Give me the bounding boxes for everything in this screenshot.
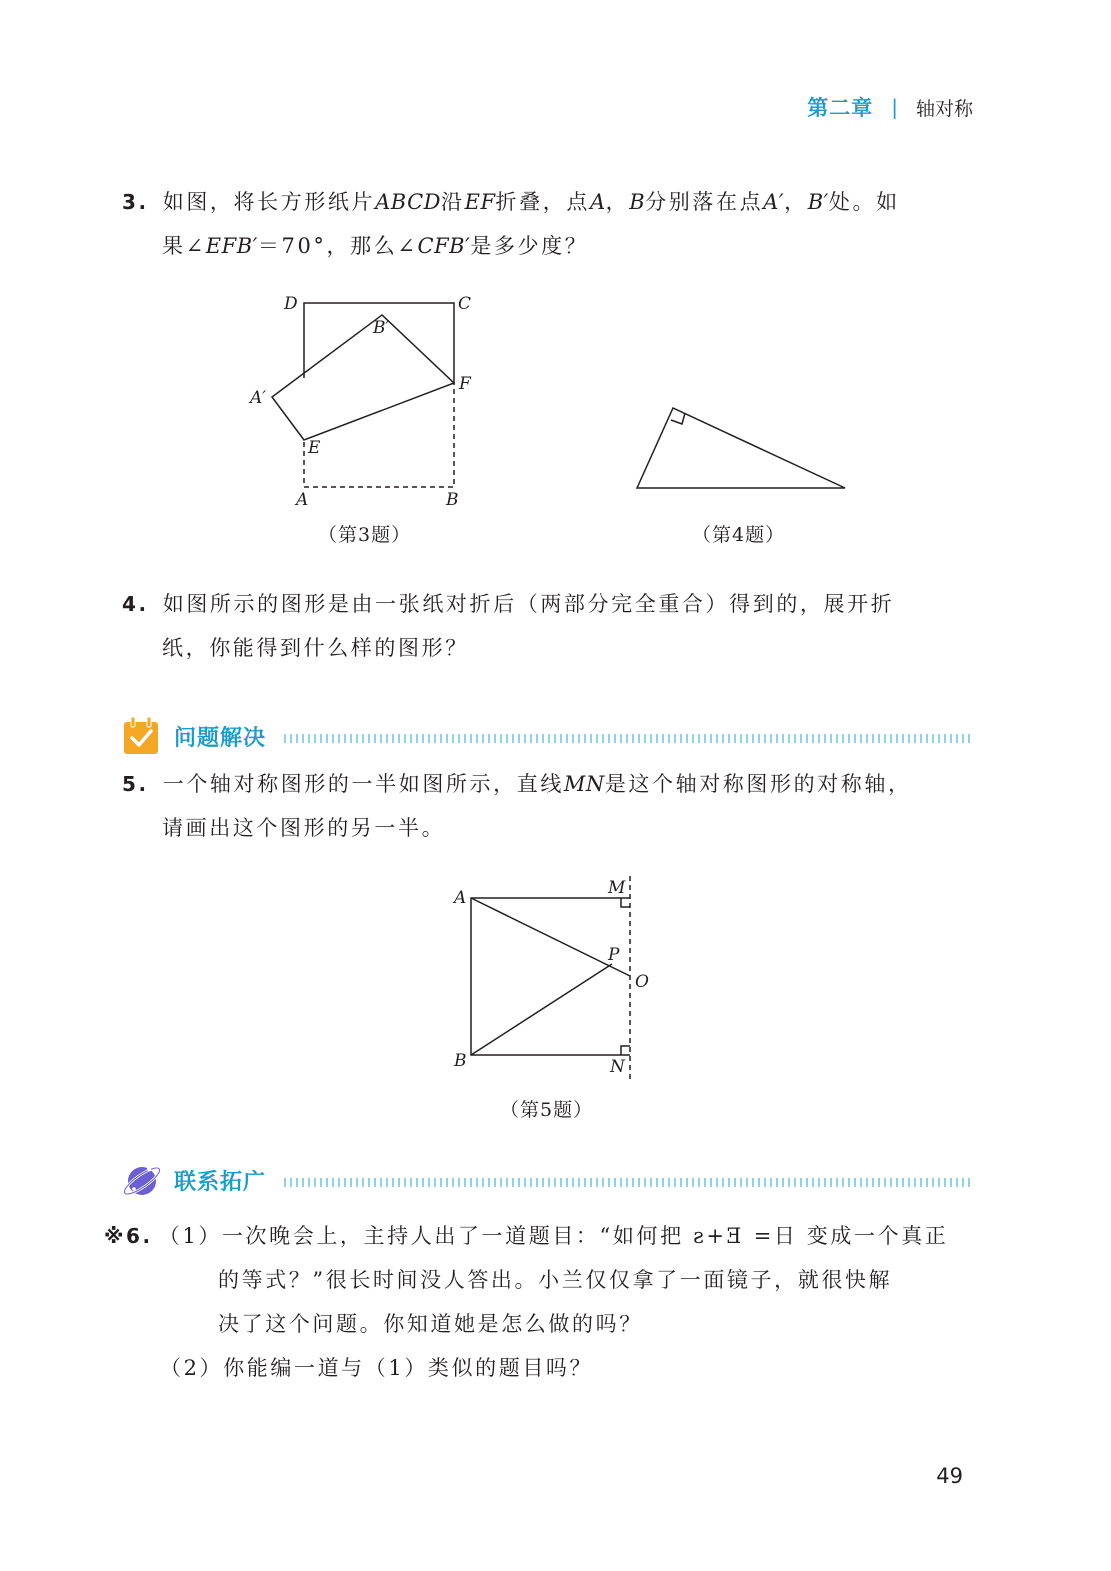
shape-outline: [471, 898, 630, 1055]
label-M: M: [608, 878, 626, 898]
header-separator: |: [891, 95, 898, 119]
page-number: 49: [936, 1464, 963, 1488]
question-number: 5.: [122, 772, 149, 796]
figure-4-caption: （第4题）: [692, 524, 786, 546]
section-title: 问题解决: [174, 725, 267, 751]
question-6: ※6. （1）一次晚会上，主持人出了一道题目：“如何把 ꙅ+Ǝ =日 变成一个真正 的等式？”很长时间没人答出。小兰仅仅拿了一面镜子，就很快解 决了这个问题。你知道她是怎么做的吗？ （2）你能编一道与（1）类似的题目吗？: [104, 1224, 949, 1380]
section-header-problem-solving: [122, 716, 974, 756]
fold-dashed-original: [304, 383, 454, 487]
right-angle-M: [621, 898, 630, 907]
label-D: D: [284, 294, 298, 314]
section-title: 联系拓广: [174, 1169, 267, 1195]
chapter-number: 第二章: [807, 96, 874, 120]
question-3-line-2: 果∠EFB′＝70°，那么∠CFB′是多少度？: [162, 234, 589, 258]
question-3-line-1: 3. 如图，将长方形纸片ABCD沿EF折叠，点A，B分别落在点A′，B′处。如: [122, 190, 900, 214]
right-angle-N: [621, 1046, 630, 1055]
planet-icon: [122, 1160, 162, 1200]
label-E: E: [308, 438, 321, 458]
segment-BP: [471, 964, 612, 1055]
figure-5-caption: （第5题）: [500, 1099, 594, 1121]
chapter-title: 轴对称: [915, 97, 973, 120]
rectangle-top: [304, 303, 454, 383]
question-number: 3.: [122, 190, 149, 214]
label-A-prime: A′: [250, 388, 267, 408]
label-O: O: [635, 972, 649, 992]
question-3: [122, 180, 982, 268]
dotted-rule: [284, 734, 974, 743]
folded-flap: [272, 315, 454, 440]
question-number: 4.: [122, 592, 149, 616]
label-A: A: [296, 490, 309, 510]
label-N: N: [610, 1057, 625, 1077]
label-F: F: [459, 374, 471, 394]
figure-3-folded-rectangle: [240, 285, 500, 525]
segment-AO: [471, 898, 630, 976]
label-P: P: [608, 945, 620, 965]
label-B-prime: B′: [373, 318, 390, 338]
label-C: C: [458, 294, 472, 314]
label-B: B: [446, 490, 459, 510]
chapter-header: [807, 92, 973, 122]
section-header-extension: [122, 1160, 974, 1200]
question-number: ※6.: [104, 1224, 153, 1248]
figure-3-caption: （第3题）: [318, 524, 412, 546]
label-A: A: [454, 888, 467, 908]
label-B: B: [454, 1051, 467, 1071]
calendar-check-icon: [122, 716, 162, 756]
dotted-rule: [284, 1178, 974, 1187]
figure-5-half-shape: [440, 868, 670, 1088]
figure-4-right-triangle: [628, 400, 858, 500]
question-5: 5. 一个轴对称图形的一半如图所示，直线MN是这个轴对称图形的对称轴， 请画出这个图形的另一半。: [122, 772, 912, 840]
question-4: 4. 如图所示的图形是由一张纸对折后（两部分完全重合）得到的，展开折 纸，你能得到什么样的图形？: [122, 592, 895, 660]
triangle: [637, 408, 845, 488]
right-angle-mark: [671, 413, 685, 424]
